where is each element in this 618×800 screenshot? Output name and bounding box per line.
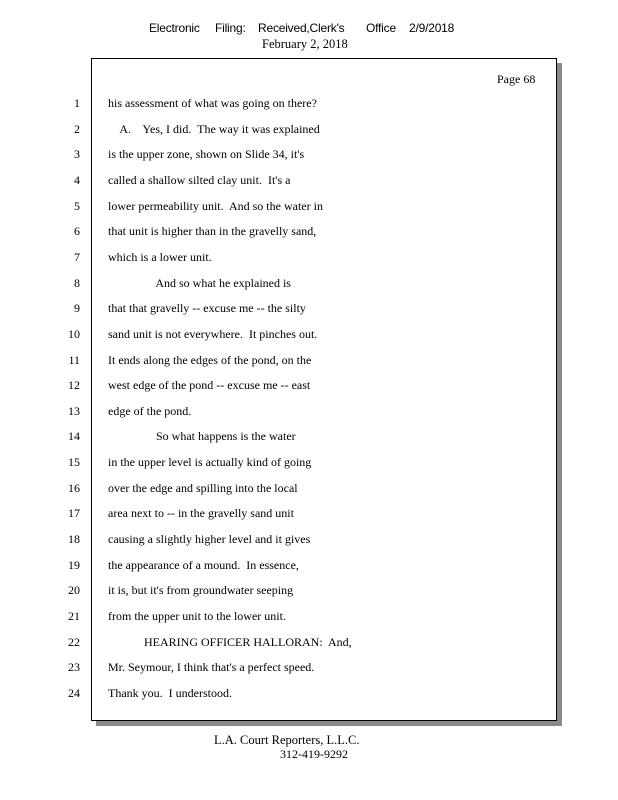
transcript-line: And so what he explained is [108, 275, 291, 290]
line-number: 2 [74, 121, 80, 136]
transcript-line: the appearance of a mound. In essence, [108, 557, 299, 572]
transcript-line: his assessment of what was going on there? [108, 96, 317, 110]
page-number: Page 68 [497, 72, 536, 86]
stamp-date: 2/9/2018 [409, 21, 455, 35]
line-number: 5 [74, 198, 80, 213]
line-number: 13 [68, 403, 80, 418]
footer-phone: 312-419-9292 [280, 747, 348, 761]
transcript-line: called a shallow silted clay unit. It's a [108, 172, 291, 187]
line-number: 23 [68, 660, 80, 675]
line-number: 17 [68, 506, 80, 521]
transcript-line: from the upper unit to the lower unit. [108, 609, 286, 623]
transcript-line: causing a slightly higher level and it gives [108, 532, 311, 547]
line-number: 21 [68, 609, 80, 623]
stamp-office: Office [366, 21, 396, 35]
stamp-electronic: Electronic [149, 21, 200, 35]
line-number: 10 [68, 326, 80, 341]
line-number: 6 [74, 224, 80, 239]
transcript-line: is the upper zone, shown on Slide 34, it's [108, 147, 305, 162]
transcript-line: which is a lower unit. [108, 249, 212, 264]
transcript-line: over the edge and spilling into the local [108, 480, 298, 495]
transcript-line: lower permeability unit. And so the water in [108, 198, 323, 213]
footer-company: L.A. Court Reporters, L.L.C. [214, 733, 360, 747]
line-number: 9 [74, 301, 80, 316]
transcript-line: A. Yes, I did. The way it was explained [108, 121, 320, 136]
line-number: 22 [68, 634, 80, 649]
transcript-line: Thank you. I understood. [108, 685, 232, 700]
deposition-date: February 2, 2018 [262, 37, 348, 51]
line-number: 19 [68, 557, 80, 572]
stamp-received: Received,Clerk's [258, 21, 345, 35]
line-number: 1 [74, 96, 80, 110]
transcript-line: edge of the pond. [108, 403, 192, 418]
line-number: 24 [68, 685, 80, 700]
line-number: 4 [74, 172, 80, 187]
transcript-line: sand unit is not everywhere. It pinches out. [108, 326, 318, 341]
line-number: 18 [68, 532, 80, 547]
transcript-line: it is, but it's from groundwater seeping [108, 583, 294, 598]
transcript-line: It ends along the edges of the pond, on the [108, 352, 312, 367]
transcript-line: that unit is higher than in the gravelly sand, [108, 224, 317, 239]
line-number: 15 [68, 455, 80, 470]
line-number: 7 [74, 249, 80, 264]
transcript-line: So what happens is the water [108, 429, 296, 444]
transcript-line: in the upper level is actually kind of going [108, 455, 312, 470]
stamp-filing: Filing: [215, 21, 246, 35]
line-number: 11 [68, 352, 80, 367]
line-number: 8 [74, 275, 80, 290]
transcript-line: Mr. Seymour, I think that's a perfect speed. [108, 660, 315, 675]
line-number: 20 [68, 583, 80, 598]
line-number: 12 [68, 378, 80, 393]
line-number: 16 [68, 480, 80, 495]
transcript-line: HEARING OFFICER HALLORAN: And, [108, 634, 352, 649]
transcript-line: area next to -- in the gravelly sand unit [108, 506, 294, 521]
transcript-line: that that gravelly -- excuse me -- the silty [108, 301, 306, 316]
line-number: 14 [68, 429, 80, 444]
line-number: 3 [74, 147, 80, 162]
transcript-line: west edge of the pond -- excuse me -- east [108, 378, 311, 393]
